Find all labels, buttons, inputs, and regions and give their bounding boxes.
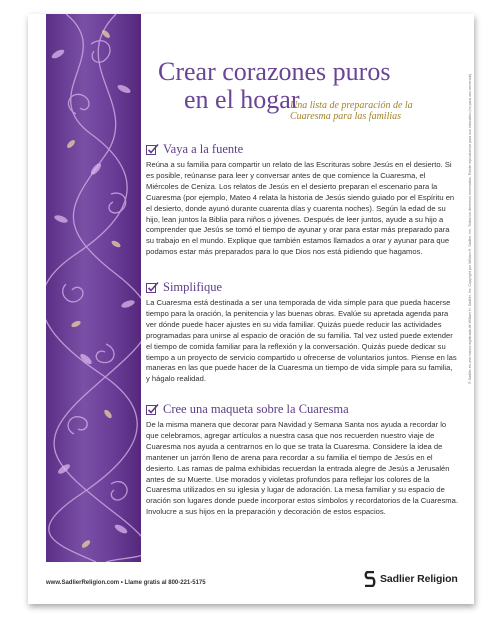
handout-page [28, 14, 474, 604]
footer-contact: www.SadlierReligion.com • Llame gratis al 800-221-5175 [46, 580, 206, 586]
section-body: Reúna a su familia para compartir un relato de las Escrituras sobre Jesús en el desierto. Si es posible, reúnanse para leer y conversar antes de que comience la Cuaresma, el Miércoles de Ceniza. Los relatos de Jesús en el desierto preparan el escenario para la Cuaresma (por ejemplo, Mateo 4 relata la historia de Jesús siendo guiado por el Espíritu en el desierto, donde ayunó durante cuarenta días y cuarenta noches). Según la edad de su hijo, lean juntos la Biblia para niños o jóvenes. Después de leer juntos, ayude a su hijo a comprender que Jesús se tomó el tiempo de ayunar y orar para estar más preparado para su trabajo en el mundo. Explique que también estamos llamados a orar y ayunar para que podamos estar más preparados para lo que Dios nos está pidiendo que hagamos. [146, 160, 455, 257]
sadlier-logo-icon [364, 571, 376, 587]
vine-pattern [46, 14, 141, 562]
checkmark-icon [146, 281, 159, 294]
sadlier-logo [364, 571, 458, 587]
title-line-1: Crear corazones puros [158, 57, 391, 86]
brand-name: Sadlier Religion [380, 573, 458, 585]
title-line-2: en el hogar [184, 85, 300, 114]
section-simplifique [146, 280, 458, 385]
checkmark-icon [146, 143, 159, 156]
section-vaya-a-la-fuente [146, 142, 458, 258]
section-body: De la misma manera que decorar para Navidad y Semana Santa nos ayuda a recordar lo que celebramos, agregar artículos a nuestra casa que nos recuerden nuestro viaje de Cuaresma nos ayuda a centrarnos en lo que se trata la Cuaresma. Considere la idea de mantener un jarrón lleno de arena para recordar a su familia el tiempo de Jesús en el desierto. Las ramas de palma exhibidas recuerdan la entrada alegre de Jesús a Jerusalén antes de su Muerte. Use morados y violetas profundos para reflejar los colores de la Cuaresma utilizados en su iglesia y lugar de adoración. La mesa familiar y su espacio de oración son lugares donde puede incorporar estos símbolos y recordatorios de la Cuaresma. Involucre a sus hijos en la preparación y decoración de estos espacios. [146, 420, 458, 517]
section-cree-una-maqueta [146, 402, 458, 518]
copyright-notice: ® Sadlier es una marca registrada de William H. Sadlier, Inc. Copyright por William H. Sadlier, Inc. Todos los derechos reservados. Puede reproducirse para uso educativo (no para uso comercial). [468, 72, 472, 384]
section-body: La Cuaresma está destinada a ser una temporada de vida simple para que pueda hacerse tiempo para la oración, la penitencia y las buenas obras. Evalúe su apretada agenda para ver dónde puede hacer ajustes en su vida familiar. Quizás puede reducir las actividades programadas para unirse al espacio de oración de su familia. Tal vez usted puede extender el tiempo de comida familiar para la reflexión y la conversación. Quizás puede dedicar su tiempo a un proyecto de servicio compartido u ofrecerse de voluntarios juntos. Piense en las maneras en las que puede hacer de la Cuaresma un tiempo de vida simple para su familia, y hágalo realidad. [146, 298, 457, 384]
checkmark-icon [146, 403, 159, 416]
decorative-vine-border [46, 14, 141, 562]
page-subtitle: Una lista de preparación de la Cuaresma para las familias [290, 100, 413, 122]
section-heading: Cree una maqueta sobre la Cuaresma [163, 402, 349, 416]
section-heading: Vaya a la fuente [163, 142, 244, 156]
section-heading: Simplifique [163, 280, 223, 294]
